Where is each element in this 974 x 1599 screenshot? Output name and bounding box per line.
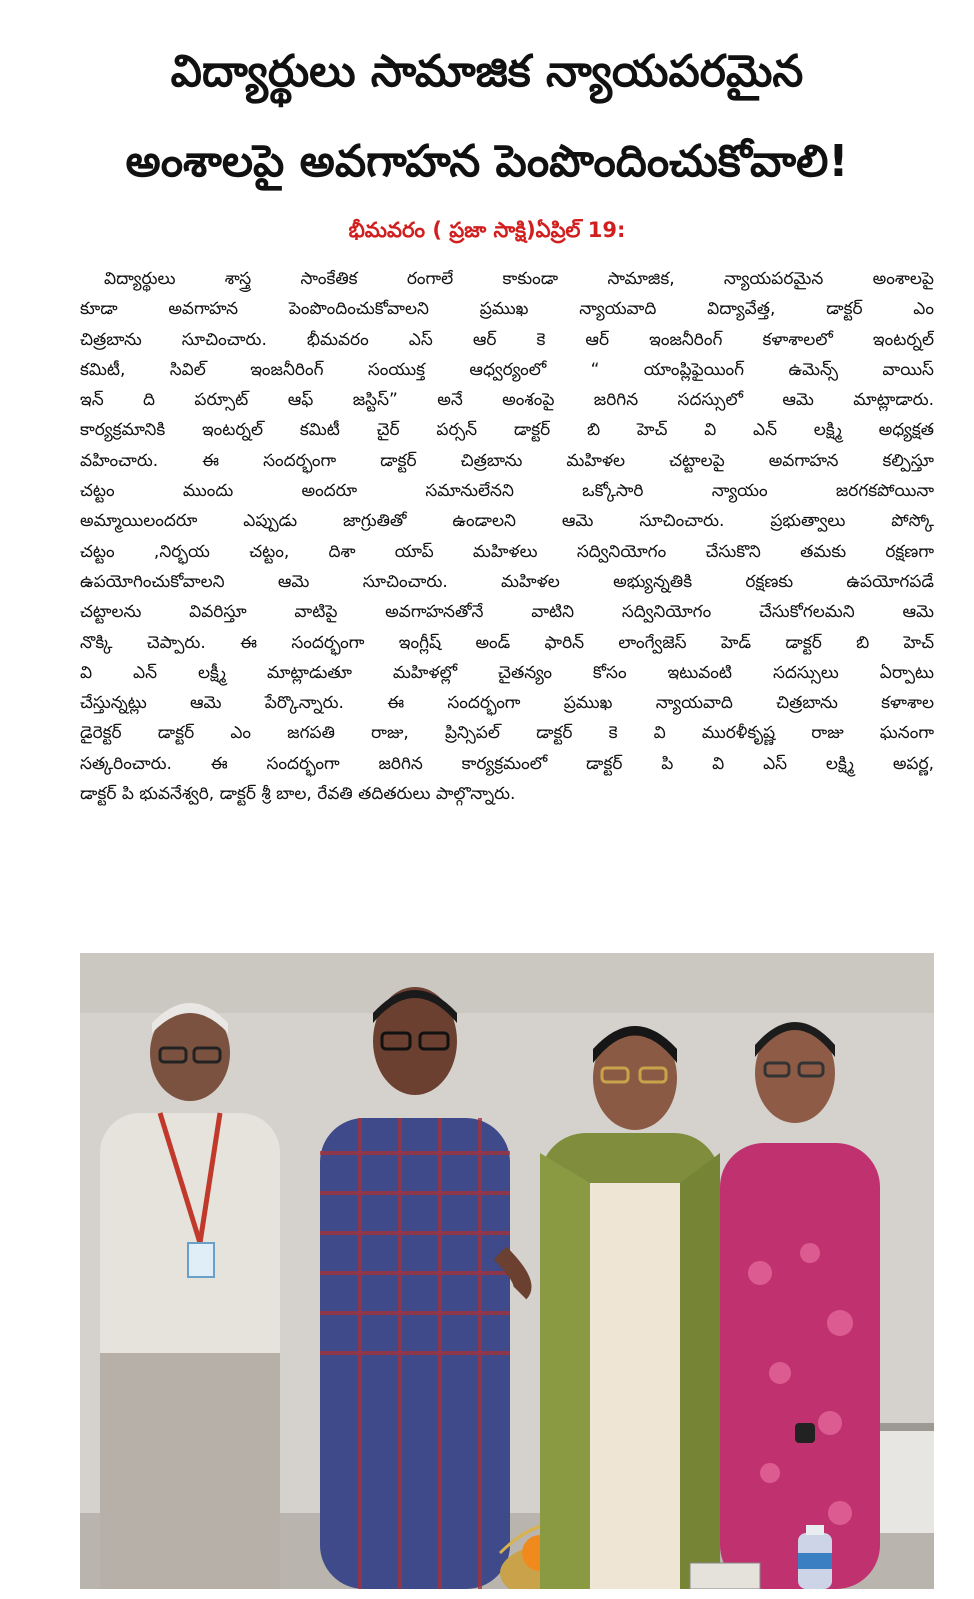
article-line: సత్కరించారు. ఈ సందర్భంగా జరిగిన కార్యక్రమంలో డాక్టర్ పి వి ఎస్ లక్ష్మి అపర్ణ, [80, 753, 934, 774]
dateline: భీమవరం ( ప్రజా సాక్షి)ఏప్రిల్ 19: [348, 218, 626, 242]
article-line: వహించారు. ఈ సందర్భంగా డాక్టర్ చిత్రబాను మహిళల చట్టాలపై అవగాహన కల్పిస్తూ [80, 450, 934, 471]
article-line: నొక్కి చెప్పారు. ఈ సందర్భంగా ఇంగ్లీష్ అండ్ ఫారిన్ లాంగ్వేజెస్ హెడ్ డాక్టర్ బి హెచ్ [80, 632, 934, 653]
event-photo [80, 953, 934, 1589]
book [690, 1563, 760, 1589]
article-line: కూడా అవగాహన పెంపొందించుకోవాలని ప్రముఖ న్యాయవాది విద్యావేత్త, డాక్టర్ ఎం [80, 299, 934, 320]
article-line: ఉపయోగించుకోవాలని ఆమె సూచించారు. మహిళల అభ్యున్నతికి రక్షణకు ఉపయోగపడే [80, 571, 934, 592]
article-line: కమిటీ, సివిల్ ఇంజనీరింగ్ సంయుక్త ఆధ్వర్యంలో “ యాంప్లిఫైయింగ్ ఉమెన్స్ వాయిస్ [80, 359, 934, 380]
article-body [80, 264, 934, 809]
article-line: చట్టాలను వివరిస్తూ వాటిపై అవగాహనతోనే వాటిని సద్వినియోగం చేసుకోగలమని ఆమె [80, 602, 934, 623]
article-line: చేస్తున్నట్లు ఆమె పేర్కొన్నారు. ఈ సందర్భంగా ప్రముఖ న్యాయవాది చిత్రబాను కళాశాల [80, 693, 934, 714]
article-line: డాక్టర్ పి భువనేశ్వరి, డాక్టర్ శ్రీ బాల, రేవతి తదితరులు పాల్గొన్నారు. [80, 784, 516, 805]
article-line: చట్టం ముందు అందరూ సమానులేనని ఒక్కోసారి న్యాయం జరగకపోయినా [80, 481, 934, 502]
article-line: అమ్మాయిలందరూ ఎప్పుడు జాగ్రుతితో ఉండాలని ఆమె సూచించారు. ప్రభుత్వాలు పోస్కో [80, 511, 934, 532]
headline-line-1: విద్యార్థులు సామాజిక న్యాయపరమైన [170, 46, 804, 97]
article-line: వి ఎన్ లక్ష్మీ మాట్లాడుతూ మహిళల్లో చైతన్యం కోసం ఇటువంటి సదస్సులు ఏర్పాటు [80, 662, 934, 683]
article-line: ఇన్ ది పర్సూట్ ఆఫ్ జస్టిస్” అనే అంశంపై జరిగిన సదస్సులో ఆమె మాట్లాడారు. [80, 390, 934, 411]
article-line: చట్టం ,నిర్భయ చట్టం, దిశా యాప్ మహిళలు సద్వినియోగం చేసుకొని తమకు రక్షణగా [80, 541, 934, 562]
headline-line-2: అంశాలపై అవగాహన పెంపొందించుకోవాలి! [125, 136, 849, 187]
article-line: డైరెక్టర్ డాక్టర్ ఎం జగపతి రాజు, ప్రిన్సిపల్ డాక్టర్ కె వి మురళీకృష్ణ రాజు ఘనంగా [80, 723, 934, 744]
article-line: చిత్రబాను సూచించారు. భీమవరం ఎస్ ఆర్ కె ఆర్ ఇంజనీరింగ్ కళాశాలలో ఇంటర్నల్ [80, 329, 934, 350]
event-photo-illustration [80, 953, 934, 1589]
article-line: విద్యార్థులు శాస్త్ర సాంకేతిక రంగాలే కాకుండా సామాజిక, న్యాయపరమైన అంశాలపై [104, 269, 934, 289]
article-line: కార్యక్రమానికి ఇంటర్నల్ కమిటీ చైర్ పర్సన్ డాక్టర్ బి హెచ్ వి ఎన్ లక్ష్మి అధ్యక్షత [80, 420, 934, 441]
water-bottle [798, 1525, 832, 1589]
